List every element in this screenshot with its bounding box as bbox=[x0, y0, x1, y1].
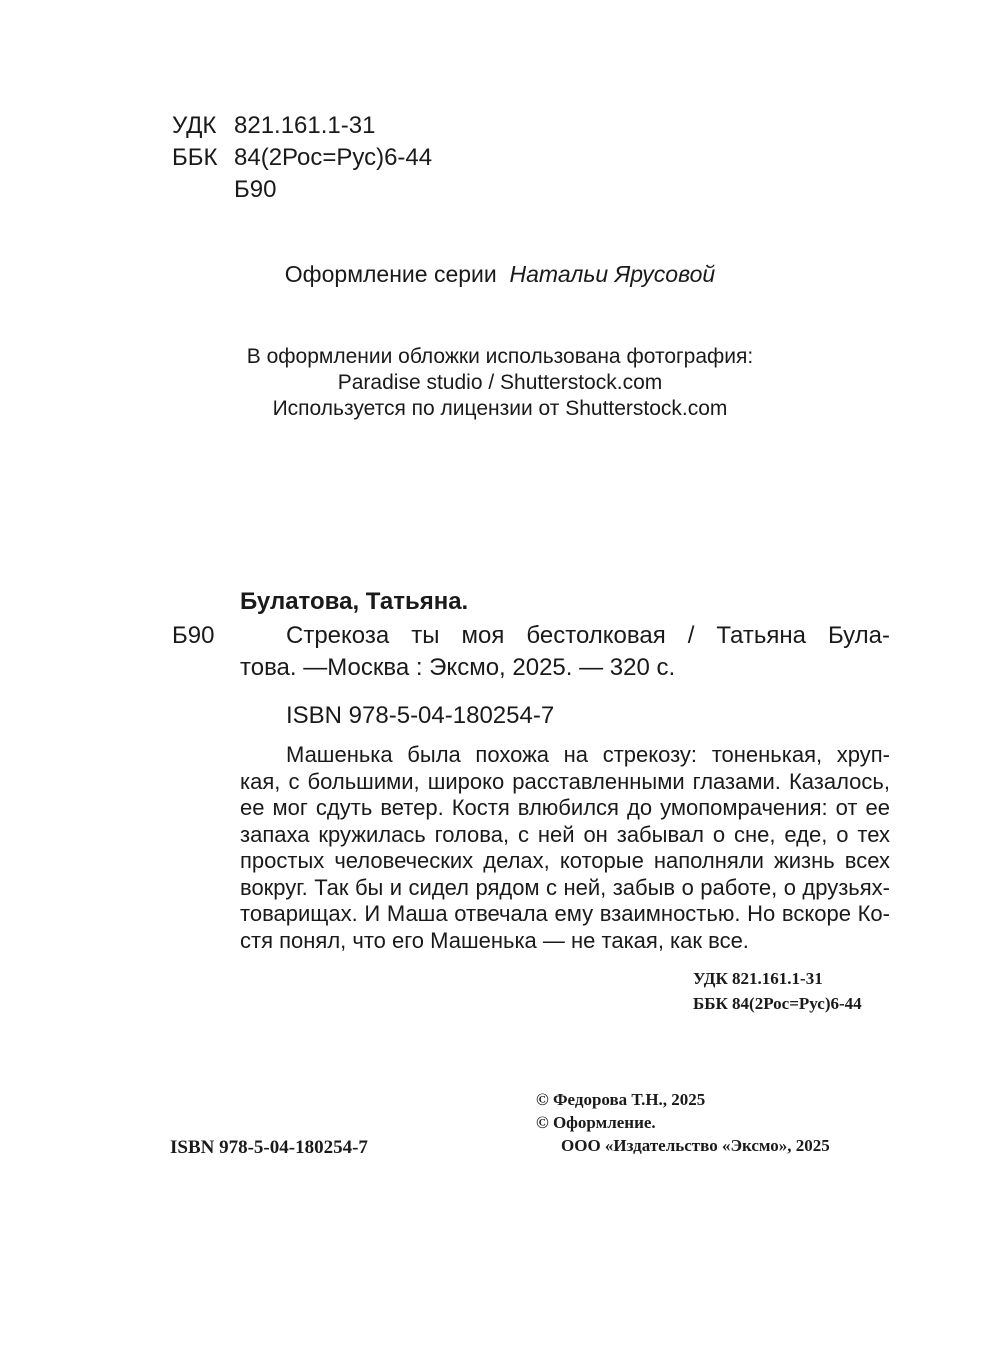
annotation-line: ее мог сдуть ветер. Костя влюбился до умопомрачения: от ее bbox=[240, 795, 890, 820]
record-author: Булатова, Татьяна. bbox=[240, 588, 469, 615]
annotation-line: Машенька была похожа на стрекозу: тоненькая, хруп- bbox=[286, 742, 890, 767]
annotation-line: стя понял, что его Машенька — не такая, как все. bbox=[240, 927, 749, 953]
record-title-line-1: Стрекоза ты моя бестолковая / Татьяна Була- bbox=[286, 622, 890, 649]
series-designer-name: Натальи Ярусовой bbox=[509, 261, 716, 287]
bbk-label: ББК bbox=[172, 144, 218, 171]
record-title bbox=[240, 620, 890, 684]
cover-credit-line-3: Используется по лицензии от Shutterstock.com bbox=[272, 397, 728, 420]
annotation-line: вокруг. Так бы и сидел рядом с ней, забыв о работе, о друзьях- bbox=[240, 874, 890, 900]
udk-line bbox=[172, 110, 375, 142]
udk-value: 821.161.1-31 bbox=[234, 112, 376, 139]
copyright-block bbox=[536, 1088, 830, 1157]
copyright-publisher: ООО «Издательство «Эксмо», 2025 bbox=[561, 1136, 830, 1155]
record-index-code: Б90 bbox=[172, 622, 215, 649]
footer-isbn: ISBN 978-5-04-180254-7 bbox=[170, 1137, 368, 1158]
annotation-line: простых человеческих делах, которые наполняли жизнь всех bbox=[240, 848, 890, 873]
cover-credit-line-2: Paradise studio / Shutterstock.com bbox=[337, 371, 663, 394]
record-title-line-2: това. —Москва : Эксмо, 2025. — 320 с. bbox=[240, 654, 676, 681]
author-mark: Б90 bbox=[234, 176, 277, 203]
bbk-value: 84(2Рос=Рус)6-44 bbox=[234, 144, 433, 171]
annotation bbox=[240, 742, 890, 954]
series-design-credit bbox=[0, 258, 1000, 290]
cover-photo-credits bbox=[0, 344, 1000, 422]
record-isbn: ISBN 978-5-04-180254-7 bbox=[286, 702, 555, 729]
bbk-line bbox=[172, 142, 432, 174]
cover-credit-line-1: В оформлении обложки использована фотография: bbox=[246, 345, 754, 368]
annotation-line: запаха кружилась голова, с ней он забывал о сне, еде, о тех bbox=[240, 821, 890, 847]
copyright-author: © Федорова Т.Н., 2025 bbox=[536, 1090, 706, 1109]
footer-bbk: ББК 84(2Рос=Рус)6-44 bbox=[693, 994, 862, 1013]
footer-classification bbox=[693, 966, 862, 1016]
series-design-prefix: Оформление серии bbox=[284, 261, 497, 287]
copyright-design: © Оформление. bbox=[536, 1113, 656, 1132]
annotation-line: кая, с большими, широко расставленными глазами. Казалось, bbox=[240, 768, 890, 794]
annotation-line: товарищах. И Маша отвечала ему взаимностью. Но вскоре Ко- bbox=[240, 901, 890, 926]
udk-label: УДК bbox=[172, 112, 217, 139]
footer-udk: УДК 821.161.1-31 bbox=[693, 969, 823, 988]
